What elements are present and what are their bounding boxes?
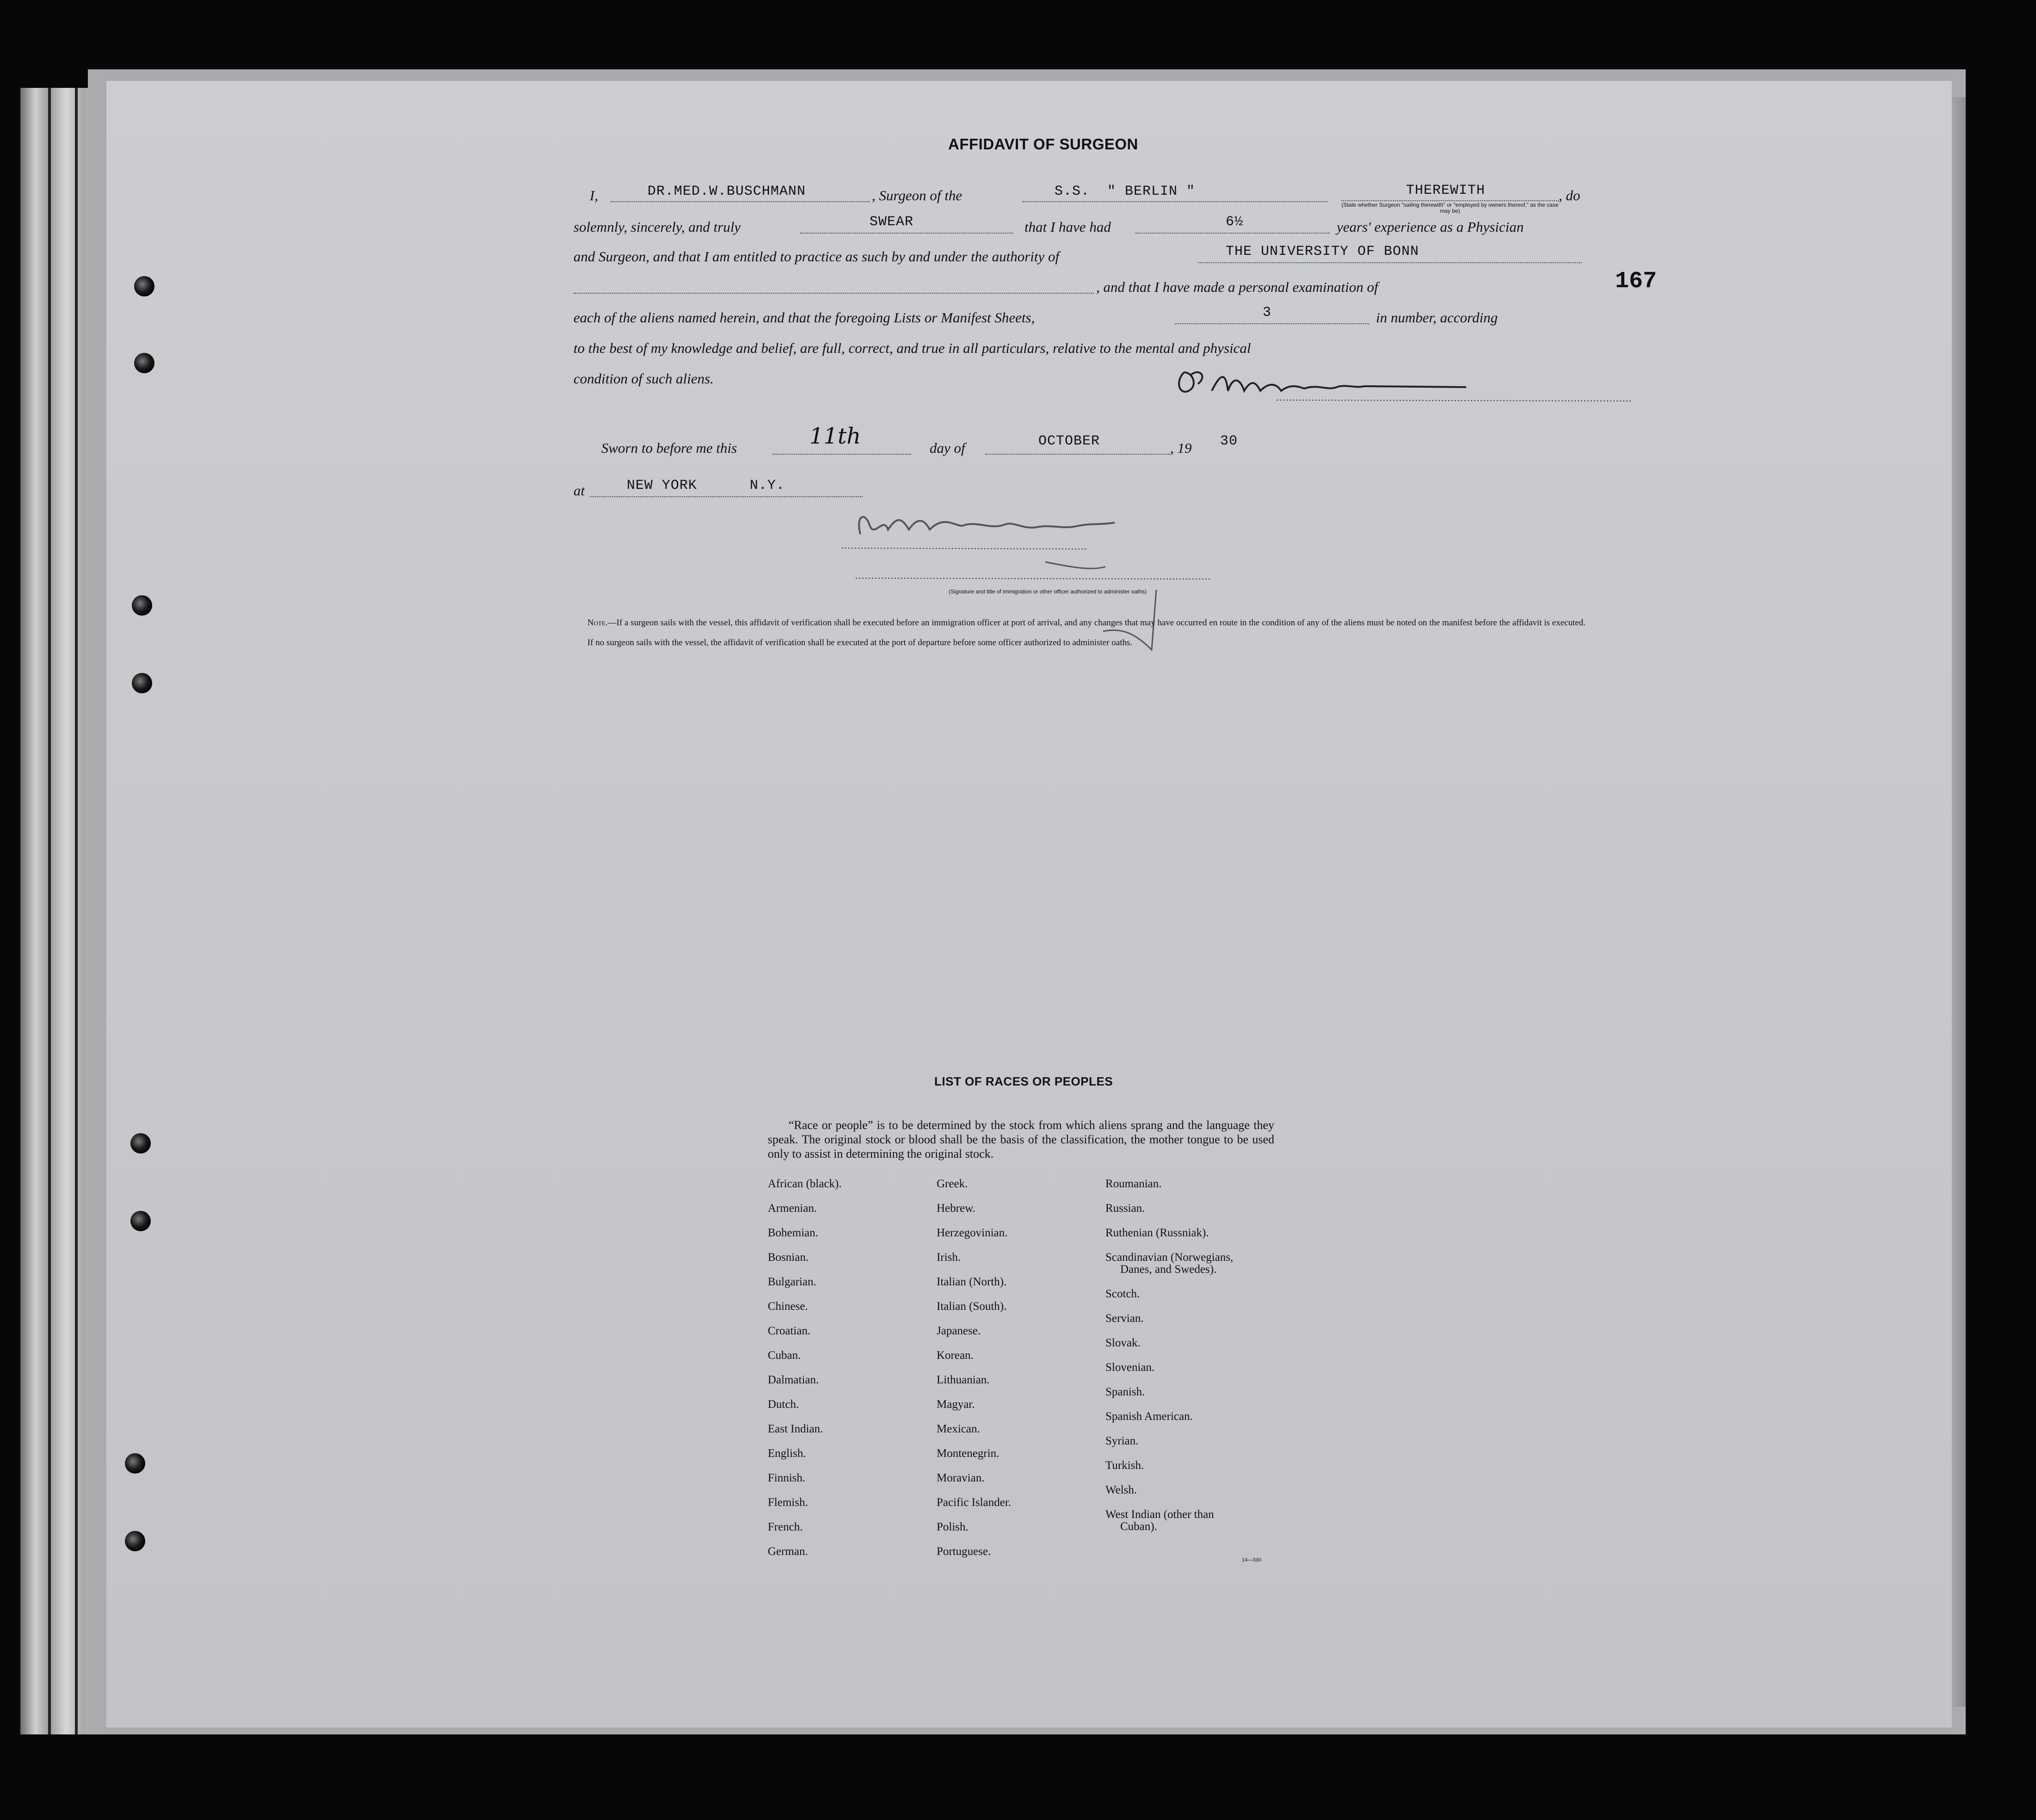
race-item: Korean. [937,1349,974,1362]
race-item: Syrian. [1105,1435,1139,1447]
race-item: Irish. [937,1251,961,1264]
year-prefix: , 19 [1170,440,1192,456]
punch-hole [134,353,154,373]
race-item: Scandinavian (Norwegians, [1105,1251,1234,1264]
document-page [106,81,1952,1727]
race-item: Spanish. [1105,1386,1145,1398]
line5-prefix: each of the aliens named herein, and that the foregoing Lists or Manifest Sheets, [574,309,1035,326]
status-note: (State whether Surgeon "sailing therewith" or "employed by owners thereof," as the case may be) [1341,202,1559,214]
sworn-year: 30 [1220,433,1238,449]
race-item: Turkish. [1105,1459,1144,1472]
race-item: Polish. [937,1521,969,1533]
race-item: Slovak. [1105,1337,1141,1349]
race-item: Ruthenian (Russniak). [1105,1227,1209,1239]
races-column-1 [768,1178,842,1570]
sworn-place: NEW YORK N.Y. [627,478,785,494]
note-label: Note. [587,618,608,628]
race-item: Italian (North). [937,1276,1007,1288]
affidavit-prefix: I, [590,187,598,204]
races-title: LIST OF RACES OR PEOPLES [934,1074,1113,1088]
race-item: Russian. [1105,1202,1145,1215]
race-item: English. [768,1447,806,1460]
race-item: Dalmatian. [768,1374,819,1386]
day-of-label: day of [930,440,965,456]
races-intro: “Race or people” is to be determined by the stock from which aliens sprang and the language they speak. The original stock or blood shall be the basis of the classification, the mother tongue to be used only to assist in determining the original stock. [768,1118,1274,1160]
surgeon-status: THEREWITH [1406,183,1486,198]
sworn-prefix: Sworn to before me this [601,440,737,456]
races-column-3 [1105,1178,1233,1545]
race-item: Italian (South). [937,1300,1007,1313]
race-item: Lithuanian. [937,1374,990,1386]
race-item: Montenegrin. [937,1447,999,1460]
race-item: West Indian (other than [1105,1508,1214,1521]
race-item: Roumanian. [1105,1178,1162,1190]
race-item: Scotch. [1105,1288,1140,1300]
sheets-field [1175,309,1369,324]
race-item: Finnish. [768,1472,806,1484]
race-item: Slovenian. [1105,1361,1155,1374]
race-item: French. [768,1521,803,1533]
affidavit-note [569,618,1596,628]
punch-hole [130,1211,151,1231]
line2-end: years' experience as a Physician [1337,219,1524,235]
note-paragraph-2: If no surgeon sails with the vessel, the affidavit of verification shall be executed at the port of departure before some officer authorized to administer oaths. [587,638,1133,648]
race-item: Japanese. [937,1325,981,1337]
race-item: Chinese. [768,1300,808,1313]
race-item: Spanish American. [1105,1410,1193,1423]
form-code: 14—330 [1242,1557,1261,1563]
officer-caption: (Signature and title of immigration or other officer authorized to administer oaths) [949,588,1147,595]
line2-mid: that I have had [1024,219,1111,235]
race-item: Servian. [1105,1312,1144,1325]
surgeon-of-label: , Surgeon of the [872,187,962,204]
surgeon-name: DR.MED.W.BUSCHMANN [648,184,806,199]
authority-field-continued [574,279,1094,294]
race-item: East Indian. [768,1423,823,1435]
line5-end: in number, according [1376,309,1498,326]
line2-prefix: solemnly, sincerely, and truly [574,219,741,235]
punch-hole [125,1453,145,1474]
race-item: Welsh. [1105,1484,1137,1496]
sheets-count: 3 [1263,305,1272,321]
race-item: Mexican. [937,1423,980,1435]
race-item: German. [768,1545,808,1558]
race-item: Dutch. [768,1398,799,1411]
race-item: African (black). [768,1178,842,1190]
punch-hole [132,595,152,616]
race-item: Portuguese. [937,1545,991,1558]
race-item: Pacific Islander. [937,1496,1012,1509]
race-item: Bosnian. [768,1251,809,1264]
race-item: Croatian. [768,1325,811,1337]
line4-text: , and that I have made a personal examination of [1096,279,1378,295]
punch-hole [132,673,152,693]
punch-hole [125,1531,145,1551]
at-label: at [574,482,585,499]
line1-end: , do [1559,187,1580,204]
line3-text: and Surgeon, and that I am entitled to practice as such by and under the authority of [574,248,1060,265]
race-item: Hebrew. [937,1202,975,1215]
race-item: Herzegovinian. [937,1227,1008,1239]
punch-hole [130,1133,151,1154]
note-paragraph-1: —If a surgeon sails with the vessel, this affidavit of verification shall be executed before an immigration officer at port of arrival, and any changes that may have occurred en route in the condition of any of the aliens must be noted on the manifest before the affidavit is executed. [607,618,1586,628]
sworn-day: 11th [809,423,861,449]
authority-value: THE UNIVERSITY OF BONN [1226,244,1419,259]
race-item: Armenian. [768,1202,817,1215]
race-item: Flemish. [768,1496,808,1509]
page-number: 167 [1615,268,1657,295]
race-item: Magyar. [937,1398,975,1411]
oath-word: SWEAR [870,214,914,230]
surgeon-signature [1170,358,1660,409]
line6-text: to the best of my knowledge and belief, are full, correct, and true in all particulars, relative to the mental and physical [574,340,1251,356]
affidavit-title: AFFIDAVIT OF SURGEON [948,136,1138,153]
race-item: Cuban. [768,1349,801,1362]
race-item-continued: Danes, and Swedes). [1120,1263,1217,1276]
sworn-month: OCTOBER [1038,433,1100,449]
vessel-name: S.S. " BERLIN " [1055,184,1196,199]
race-item: Greek. [937,1178,968,1190]
years-value: 6½ [1226,214,1244,230]
race-item: Bulgarian. [768,1276,816,1288]
race-item: Bohemian. [768,1227,819,1239]
races-column-2 [937,1178,1011,1570]
race-item: Moravian. [937,1472,985,1484]
race-item-continued: Cuban). [1120,1520,1157,1533]
line7-text: condition of such aliens. [574,370,714,387]
punch-hole [134,276,154,296]
